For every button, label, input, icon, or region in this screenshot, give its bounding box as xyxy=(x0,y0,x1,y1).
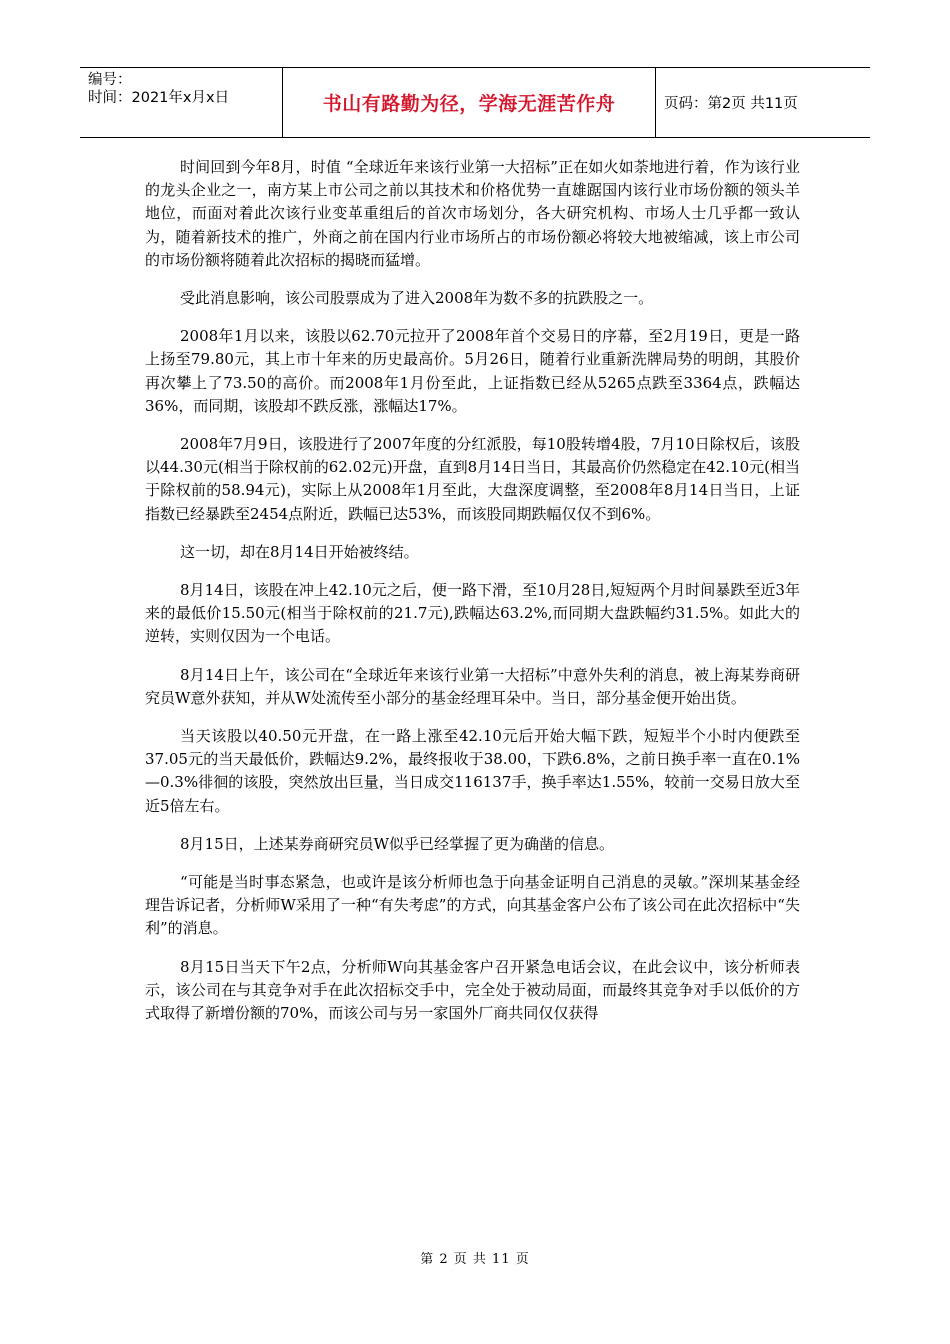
header-left-cell xyxy=(80,68,283,137)
page-header xyxy=(80,67,870,138)
page-footer: 第 2 页 共 11 页 xyxy=(420,1252,530,1267)
time-label: 时间：2021年x月x日 xyxy=(88,90,230,106)
header-motto-cell xyxy=(283,68,656,137)
paragraph: 2008年7月9日，该股进行了2007年度的分红派股，每10股转增4股，7月10日除权后，该股以44.30元(相当于除权前的62.02元)开盘，直到8月14日当日，其最高价仍然稳定在42.10元(相当于除权前的58.94元)，实际上从2008年1月至此，大盘深度调整，至2008年8月14日当日，上证指数已经暴跌至2454点附近，跌幅已达53%，而该股同期跌幅仅仅不到6%。 xyxy=(145,435,801,523)
paragraph: 8月14日，该股在冲上42.10元之后，便一路下滑，至10月28日,短短两个月时间暴跌至近3年来的最低价15.50元(相当于除权前的21.7元),跌幅达63.2%,而同期大盘跌幅约31.5%。如此大的逆转，实则仅因为一个电话。 xyxy=(145,581,800,646)
paragraph: 8月15日当天下午2点，分析师W向其基金客户召开紧急电话会议，在此会议中，该分析师表示，该公司在与其竞争对手在此次招标交手中，完全处于被动局面，而最终其竞争对手以低价的方式取得了新增份额的70%，而该公司与另一家国外厂商共同仅仅获得 xyxy=(145,957,800,1023)
motto-text: 书山有路勤为径，学海无涯苦作舟 xyxy=(322,93,616,115)
code-label: 编号： xyxy=(88,72,132,88)
header-page-cell xyxy=(656,68,870,137)
paragraph: 时间回到今年8月，时值 “全球近年来该行业第一大招标”正在如火如荼地进行着，作为该行业的龙头企业之一，南方某上市公司之前以其技术和价格优势一直雄踞国内该行业市场份额的领头羊地位，而面对着此次该行业变革重组后的首次市场划分，各大研究机构、市场人士几乎都一致认为，随着新技术的推广，外商之前在国内行业市场所占的市场份额必将较大地被缩减，该上市公司的市场份额将随着此次招标的揭晓而猛增。 xyxy=(145,158,800,269)
paragraph: 8月15日，上述某券商研究员W似乎已经掌握了更为确凿的信息。 xyxy=(180,834,615,853)
paragraph: 2008年1月以来，该股以62.70元拉开了2008年首个交易日的序幕，至2月19日，更是一路上扬至79.80元，其上市十年来的历史最高价。5月26日，随着行业重新洗牌局势的明朗，其股价再次攀上了73.50的高价。而2008年1月份至此，上证指数已经从5265点跌至3364点，跌幅达36%，而同期，该股却不跌反涨，涨幅达17%。 xyxy=(145,327,800,415)
article-body xyxy=(145,156,800,1040)
paragraph: 当天该股以40.50元开盘，在一路上涨至42.10元后开始大幅下跌，短短半个小时内便跌至37.05元的当天最低价，跌幅达9.2%，最终报收于38.00，下跌6.8%，之前日换手率一直在0.1%—0.3%徘徊的该股，突然放出巨量，当日成交116137手，换手率达1.55%，较前一交易日放大至近5倍左右。 xyxy=(145,727,800,815)
paragraph: 这一切，却在8月14日开始被终结。 xyxy=(180,542,419,561)
paragraph: 8月14日上午，该公司在“全球近年来该行业第一大招标”中意外失利的消息，被上海某券商研究员W意外获知，并从W处流传至小部分的基金经理耳朵中。当日，部分基金便开始出货。 xyxy=(145,665,800,707)
page-info: 页码：第2页 共11页 xyxy=(664,96,798,112)
paragraph: 受此消息影响，该公司股票成为了进入2008年为数不多的抗跌股之一。 xyxy=(180,289,654,308)
paragraph: “可能是当时事态紧急，也或许是该分析师也急于向基金证明自己消息的灵敏。”深圳某基金经理告诉记者，分析师W采用了一种“有失考虑”的方式，向其基金客户公布了该公司在此次招标中“失利”的消息。 xyxy=(145,873,800,938)
